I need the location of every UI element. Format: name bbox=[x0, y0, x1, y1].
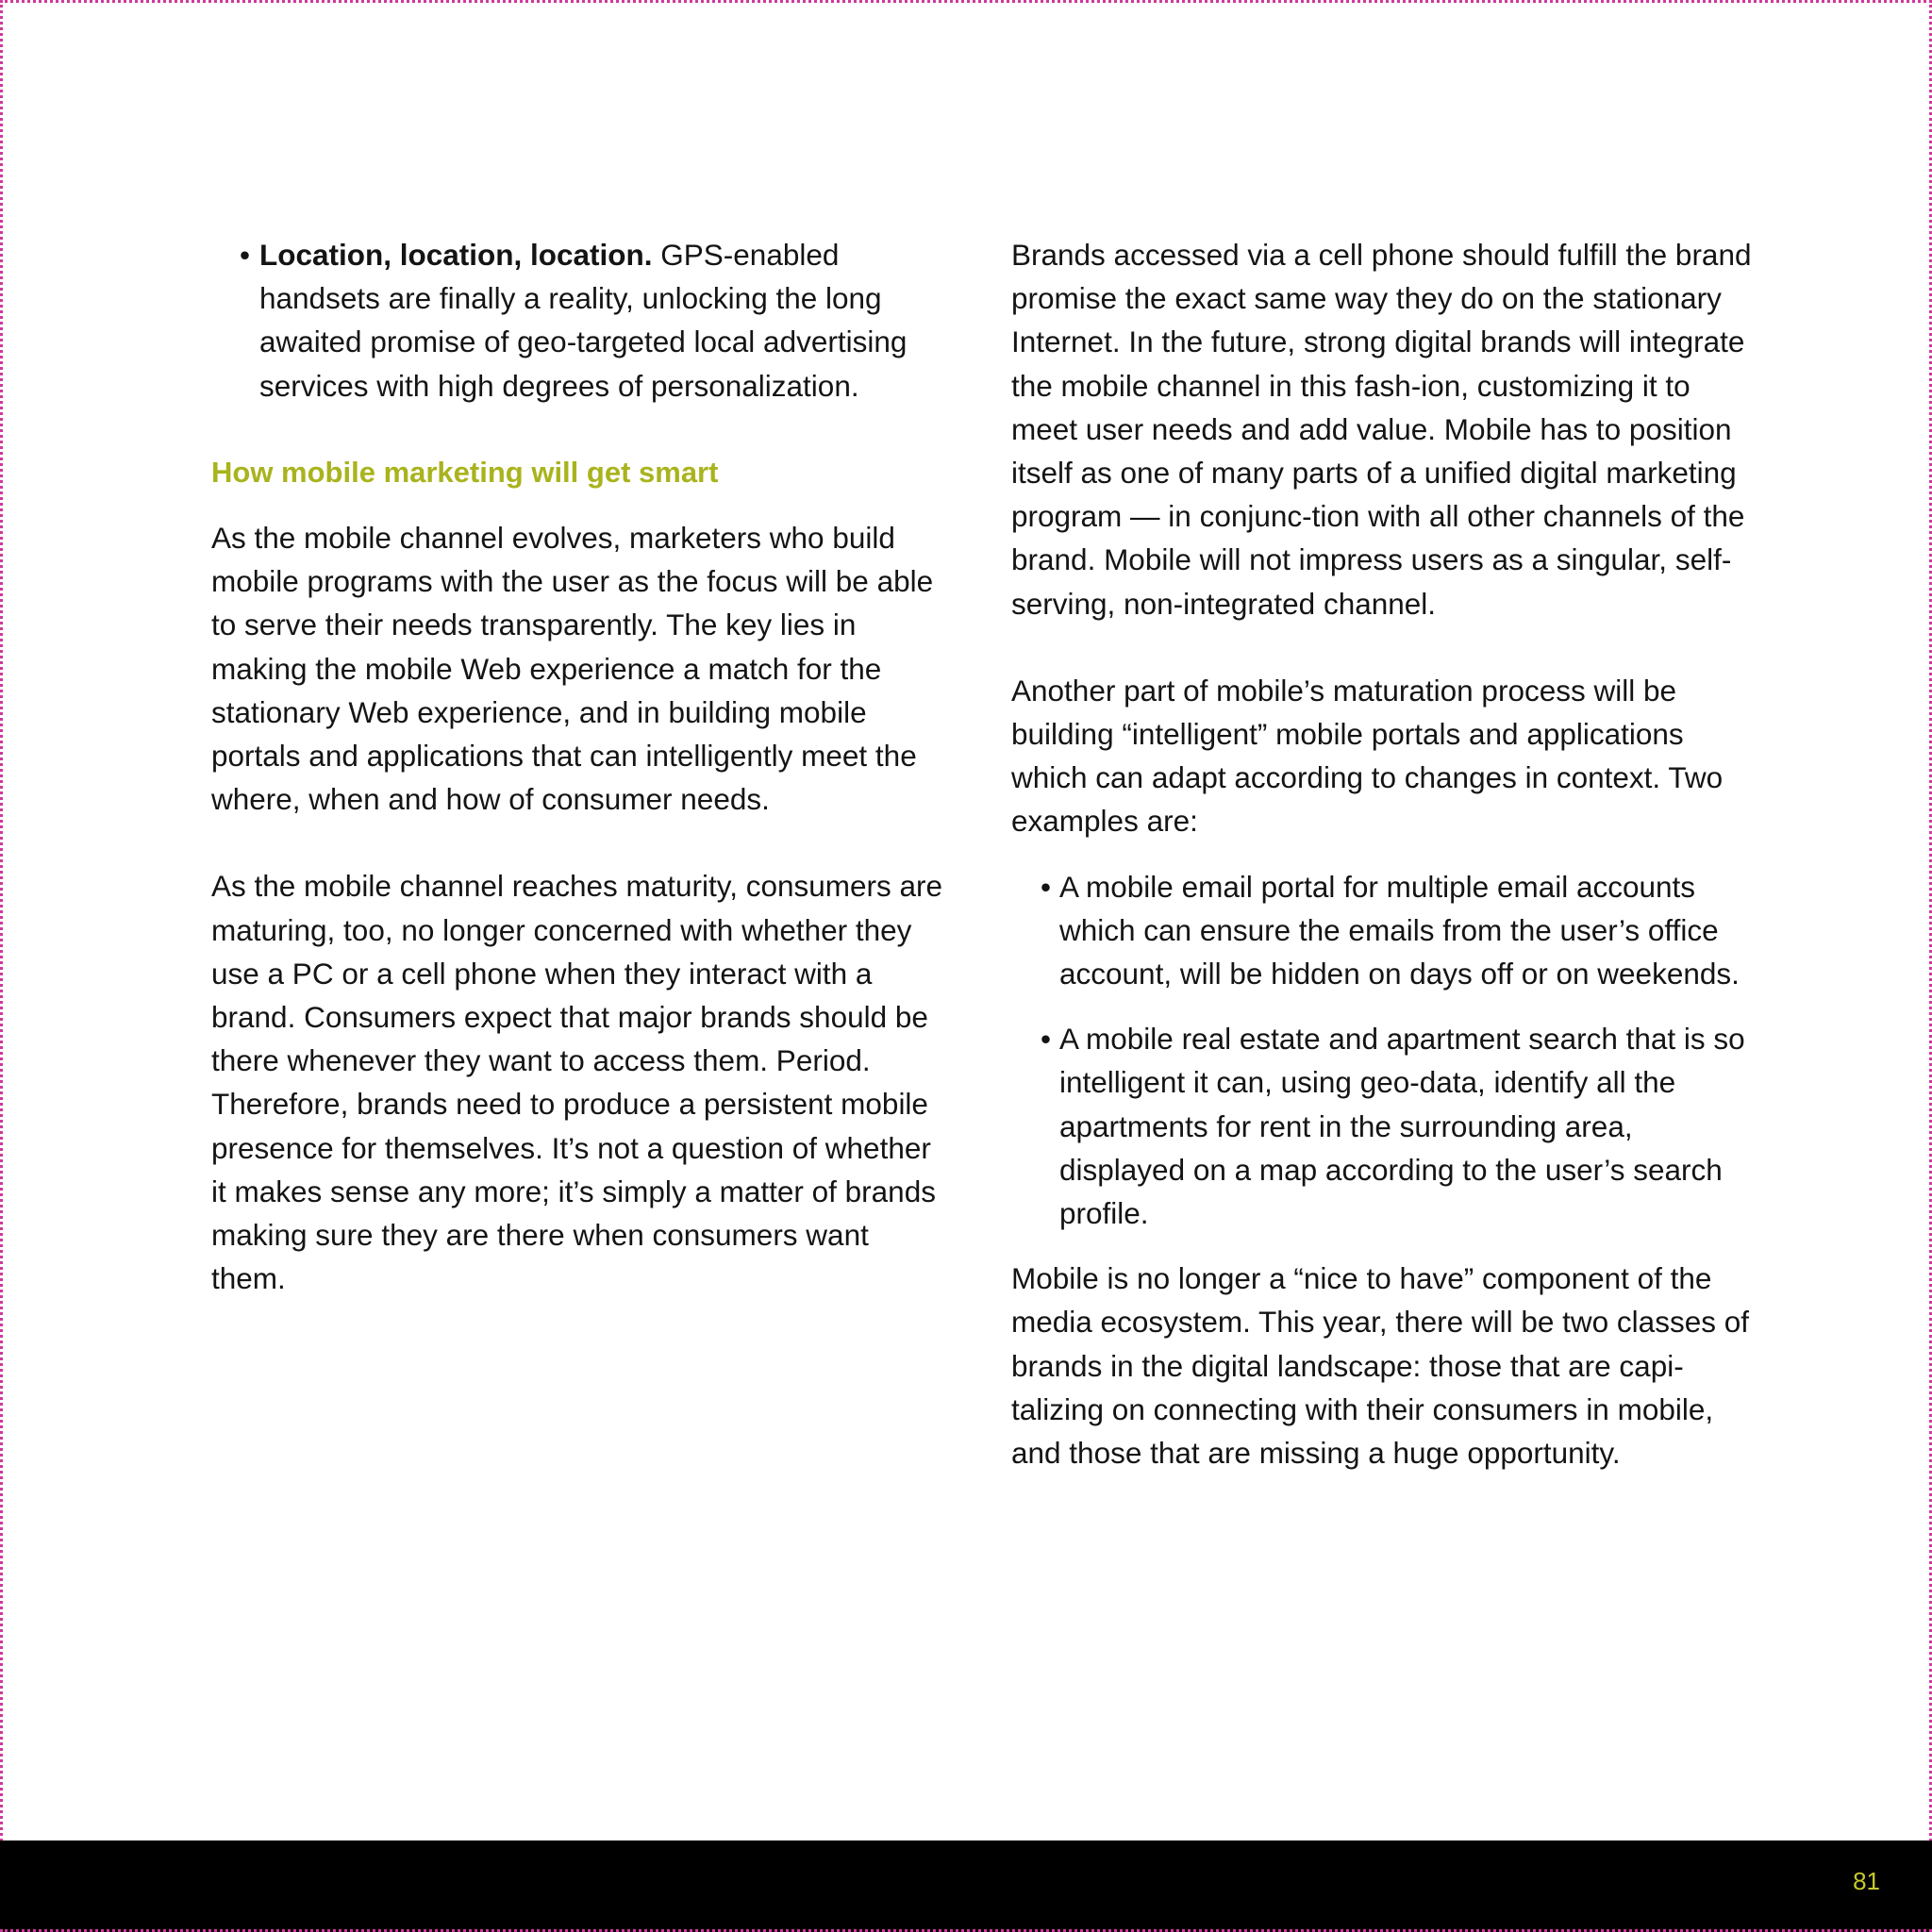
list-item-location bbox=[211, 233, 947, 408]
page-number: 81 bbox=[1853, 1867, 1880, 1895]
body-paragraph: As the mobile channel reaches maturity, consumers are maturing, too, no longer concerned with whether they use a PC or a cell phone when they interact with a brand. Consumers expect that major brands should be there whenever they want to access them. Period. Therefore, brands need to produce a persistent mobile presence for themselves. It’s not a question of whether it makes sense any more; it’s simply a matter of brands making sure they are there when consumers want them. bbox=[211, 869, 943, 1296]
footer-bar bbox=[0, 1840, 1932, 1932]
body-paragraph: As the mobile channel evolves, marketers who build mobile programs with the user as the focus will be able to serve their needs transparently. The key lies in making the mobile Web experience a match for the stationary Web experience, and in building mobile portals and applications that can intelligently meet the where, when and how of consumer needs. bbox=[211, 521, 934, 817]
bullet-text: A mobile real estate and apartment search that is so intelligent it can, using geo-data, identify all the apartments for rent in the surrounding area, displayed on a map according to the user’s search profile. bbox=[1059, 1022, 1745, 1231]
list-item bbox=[1011, 1017, 1757, 1235]
bullet-text: GPS-enabled handsets are finally a reality, unlocking the long awaited promise of geo-targeted local advertising services with high degrees of personalization. bbox=[259, 238, 908, 403]
list-item bbox=[1011, 865, 1757, 996]
bullet-dot: • bbox=[240, 238, 251, 272]
body-paragraph: Mobile is no longer a “nice to have” component of the media ecosystem. This year, there will be two classes of brands in the digital landscape: those that are capi-talizing on connecting with their consumers in mobile, and those that are missing a huge opportunity. bbox=[1011, 1261, 1749, 1471]
bullet-text: A mobile email portal for multiple email accounts which can ensure the emails from the user’s office account, will be hidden on days off or on weekends. bbox=[1059, 869, 1740, 991]
bullet-dot: • bbox=[1041, 869, 1052, 904]
bullet-bold-lead: Location, location, location. bbox=[259, 238, 653, 272]
bullet-dot: • bbox=[1041, 1022, 1052, 1057]
right-column bbox=[1011, 233, 1757, 1474]
left-column bbox=[211, 233, 947, 1300]
body-paragraph: Brands accessed via a cell phone should fulfill the brand promise the exact same way they do on the stationary Internet. In the future, strong digital brands will integrate the mobile channel in this fash-ion, customizing it to meet user needs and add value. Mobile has to position itself as one of many parts of a unified digital marketing program — in conjunc-tion with all other channels of the brand. Mobile will not impress users as a singular, self-serving, non-integrated channel. bbox=[1011, 238, 1752, 621]
body-paragraph: Another part of mobile’s maturation process will be building “intelligent” mobile portals and applications which can adapt according to changes in context. Two examples are: bbox=[1011, 673, 1724, 839]
section-heading: How mobile marketing will get smart bbox=[211, 455, 719, 489]
